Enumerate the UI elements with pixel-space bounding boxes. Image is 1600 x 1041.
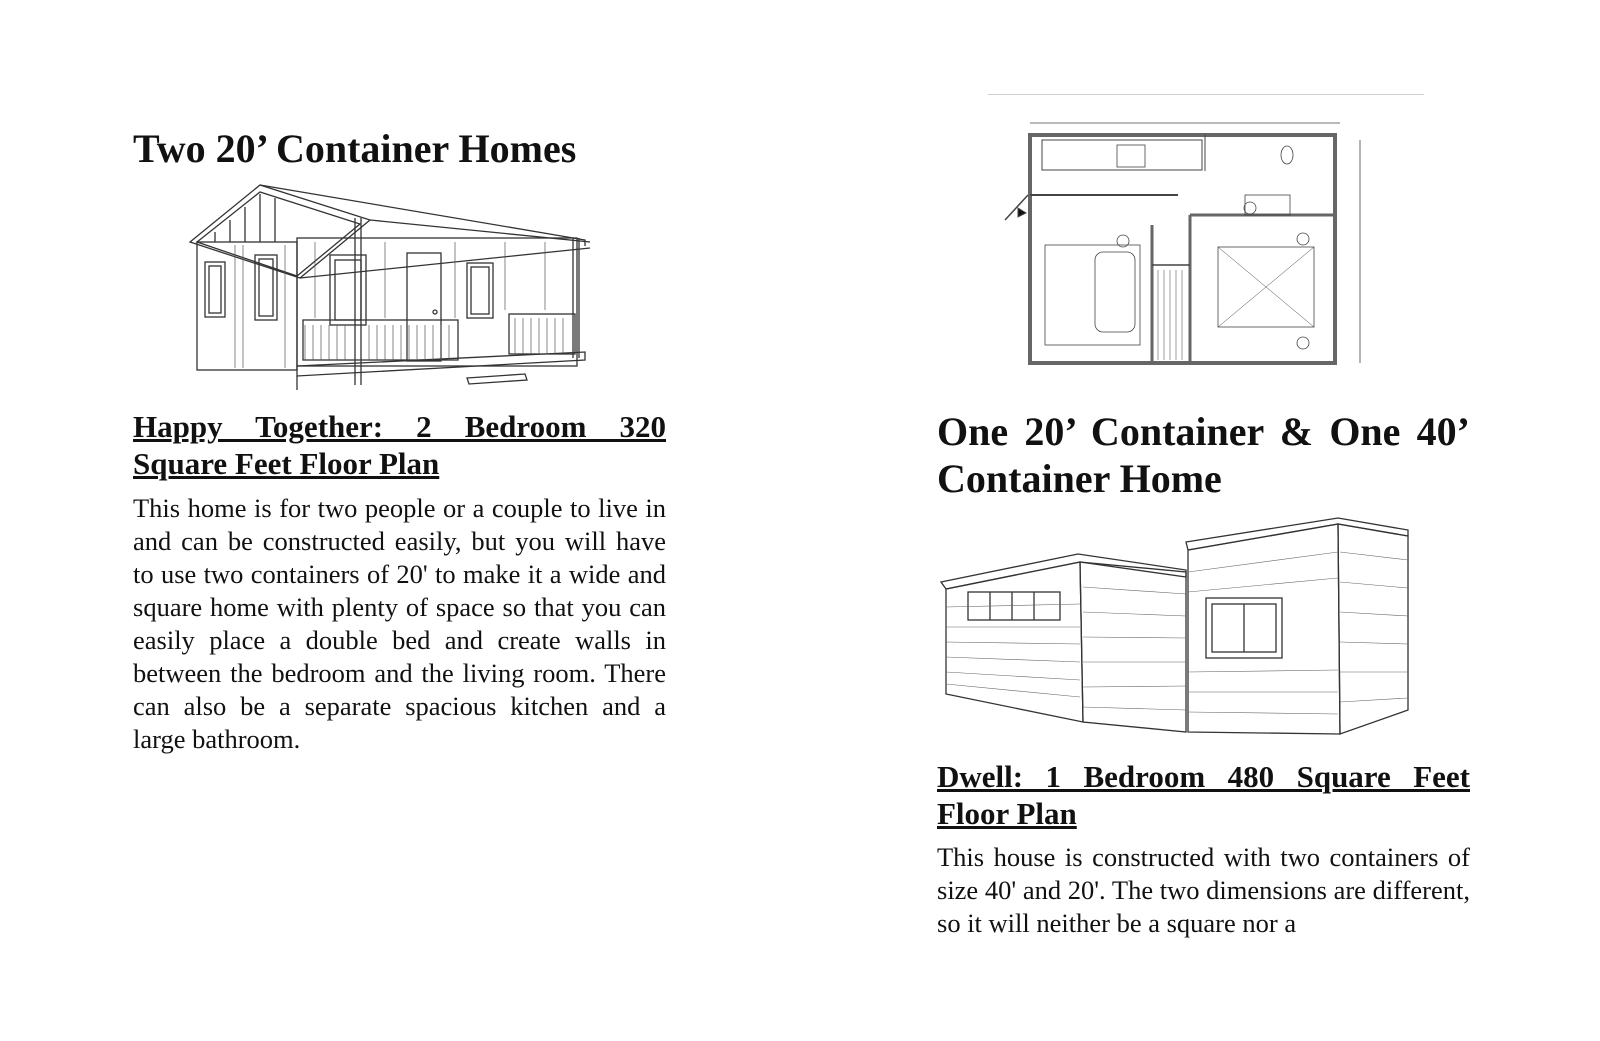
floor-plan-subtitle: Happy Together: 2 Bedroom 320 Square Feet Floor Plan — [133, 409, 666, 482]
body-paragraph: This house is constructed with two containers of size 40' and 20'. The two dimensions are different, so it will neither be a square nor a — [937, 842, 1470, 938]
page-title: One 20’ Container & One 40’ Container Home — [937, 409, 1470, 502]
floor-plan-drawing-icon — [1000, 115, 1380, 385]
page-title: Two 20’ Container Homes — [133, 126, 577, 171]
divider — [988, 94, 1424, 95]
right-page — [800, 0, 1600, 1041]
container-house-drawing-icon — [938, 512, 1413, 742]
floor-plan-subtitle: Dwell: 1 Bedroom 480 Square Feet Floor Plan — [937, 759, 1470, 832]
cabin-with-porch-drawing-icon — [185, 180, 605, 405]
body-paragraph: This home is for two people or a couple to live in and can be constructed easily, but you will have to use two containers of 20' to make it a wide and square home with plenty of space so that you can easily place a double bed and create walls in between the bedroom and the living room. There can also be a separate spacious kitchen and a large bathroom. — [133, 493, 666, 754]
